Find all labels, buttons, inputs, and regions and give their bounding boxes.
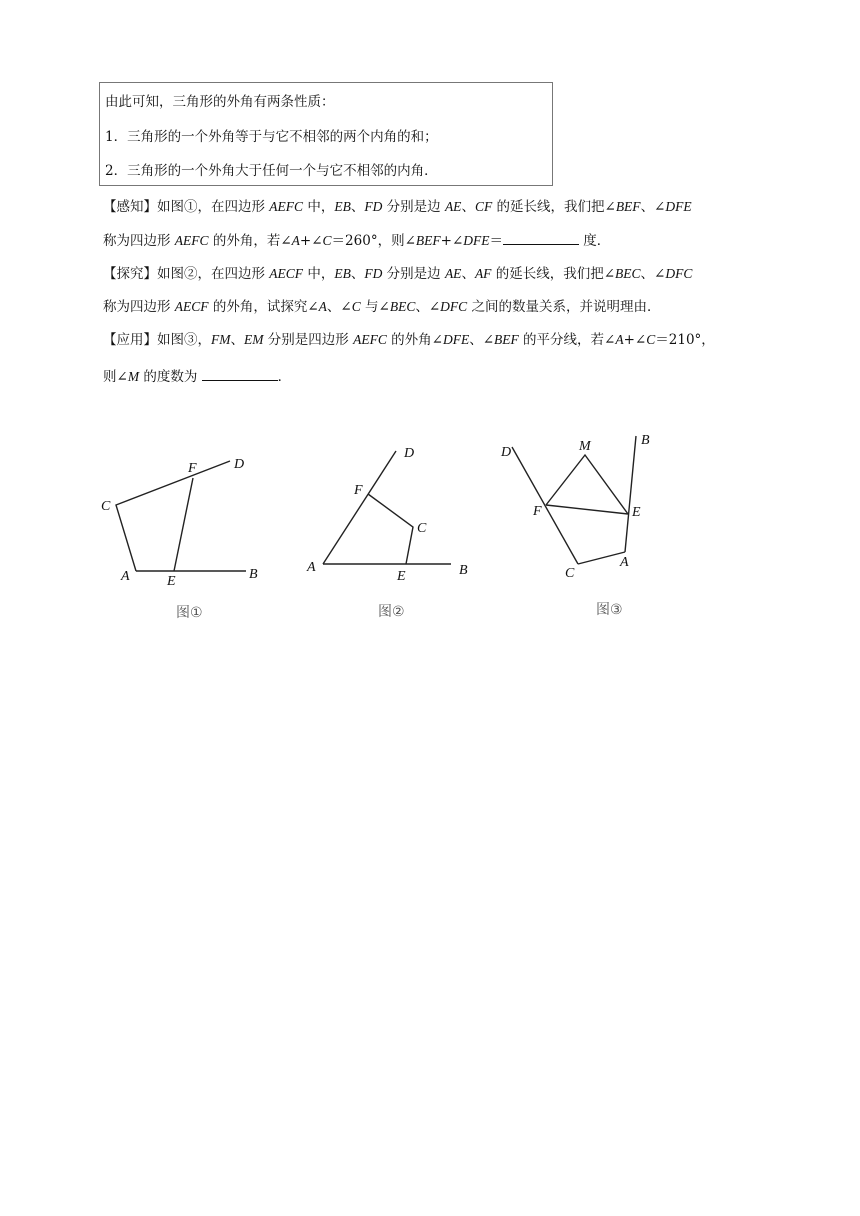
fig3-caption: 图③ [596, 602, 623, 618]
figure-1 [116, 461, 246, 571]
fig2-label-a: A [307, 560, 316, 575]
fig3-label-a: A [620, 555, 629, 570]
fig3-label-m: M [579, 439, 591, 454]
figure-2 [323, 451, 451, 564]
apply-line-2: 则∠M 的度数为 ． [103, 366, 291, 387]
fig3-bisectors-fme [546, 455, 628, 514]
fig2-label-f: F [354, 483, 363, 498]
explore-line-2: 称为四边形 AECF 的外角，试探究∠A、∠C 与∠BEC、∠DFC 之间的数量关系，并说明理由． [103, 299, 661, 315]
figure-3 [512, 436, 636, 564]
figure-1-labels [101, 457, 258, 621]
perceive-line-2: 称为四边形 AEFC 的外角，若∠A+∠C＝260°，则∠BEF+∠DFE＝ 度． [103, 230, 610, 251]
property-intro: 由此可知，三角形的外角有两条性质： [105, 94, 335, 110]
fig1-label-e: E [167, 574, 176, 589]
fig1-caption: 图① [176, 605, 203, 621]
fig2-label-d: D [404, 446, 415, 461]
fig1-quadrilateral [116, 461, 230, 571]
fig1-label-c: C [101, 499, 111, 514]
fig3-segment-fe [546, 505, 628, 514]
fig2-ray-afd [323, 451, 396, 564]
explore-line-1: 【探究】如图②，在四边形 AECF 中，EB、FD 分别是边 AE、AF 的延长线，我们把∠BEC、∠DFC [103, 266, 693, 282]
fig2-label-b: B [459, 563, 468, 578]
apply-line-1: 【应用】如图③，FM、EM 分别是四边形 AEFC 的外角∠DFE、∠BEF 的平分线，若∠A+∠C＝210°， [103, 332, 715, 348]
fig3-ray-aeb [625, 436, 636, 552]
fig1-label-f: F [188, 461, 197, 476]
fig2-caption: 图② [378, 604, 405, 620]
fig3-label-f: F [533, 504, 542, 519]
property-item-2: 2．三角形的一个外角大于任何一个与它不相邻的内角． [105, 163, 438, 179]
explore-tag: 【探究】 [103, 266, 157, 282]
property-item-1: 1．三角形的一个外角等于与它不相邻的两个内角的和； [105, 129, 438, 145]
fig2-label-e: E [397, 569, 406, 584]
fig2-label-c: C [417, 521, 427, 536]
apply-tag: 【应用】 [103, 332, 157, 348]
fig1-label-a: A [121, 569, 130, 584]
fig1-label-d: D [234, 457, 245, 472]
fig3-label-b: B [641, 433, 650, 448]
fig1-segment-ef [174, 478, 193, 571]
perceive-tag: 【感知】 [103, 199, 157, 215]
fig3-segments-cae [578, 552, 625, 564]
fig3-label-c: C [565, 566, 575, 581]
fig2-segments-fce [368, 494, 413, 564]
perceive-line-1: 【感知】如图①，在四边形 AEFC 中，EB、FD 分别是边 AE、CF 的延长线，我们把∠BEF、∠DFE [103, 199, 692, 215]
figure-2-labels [306, 446, 468, 620]
fig3-label-d: D [501, 445, 512, 460]
fig1-label-b: B [249, 567, 258, 582]
fig3-label-e: E [632, 505, 641, 520]
fig3-ray-cfd [512, 447, 578, 564]
